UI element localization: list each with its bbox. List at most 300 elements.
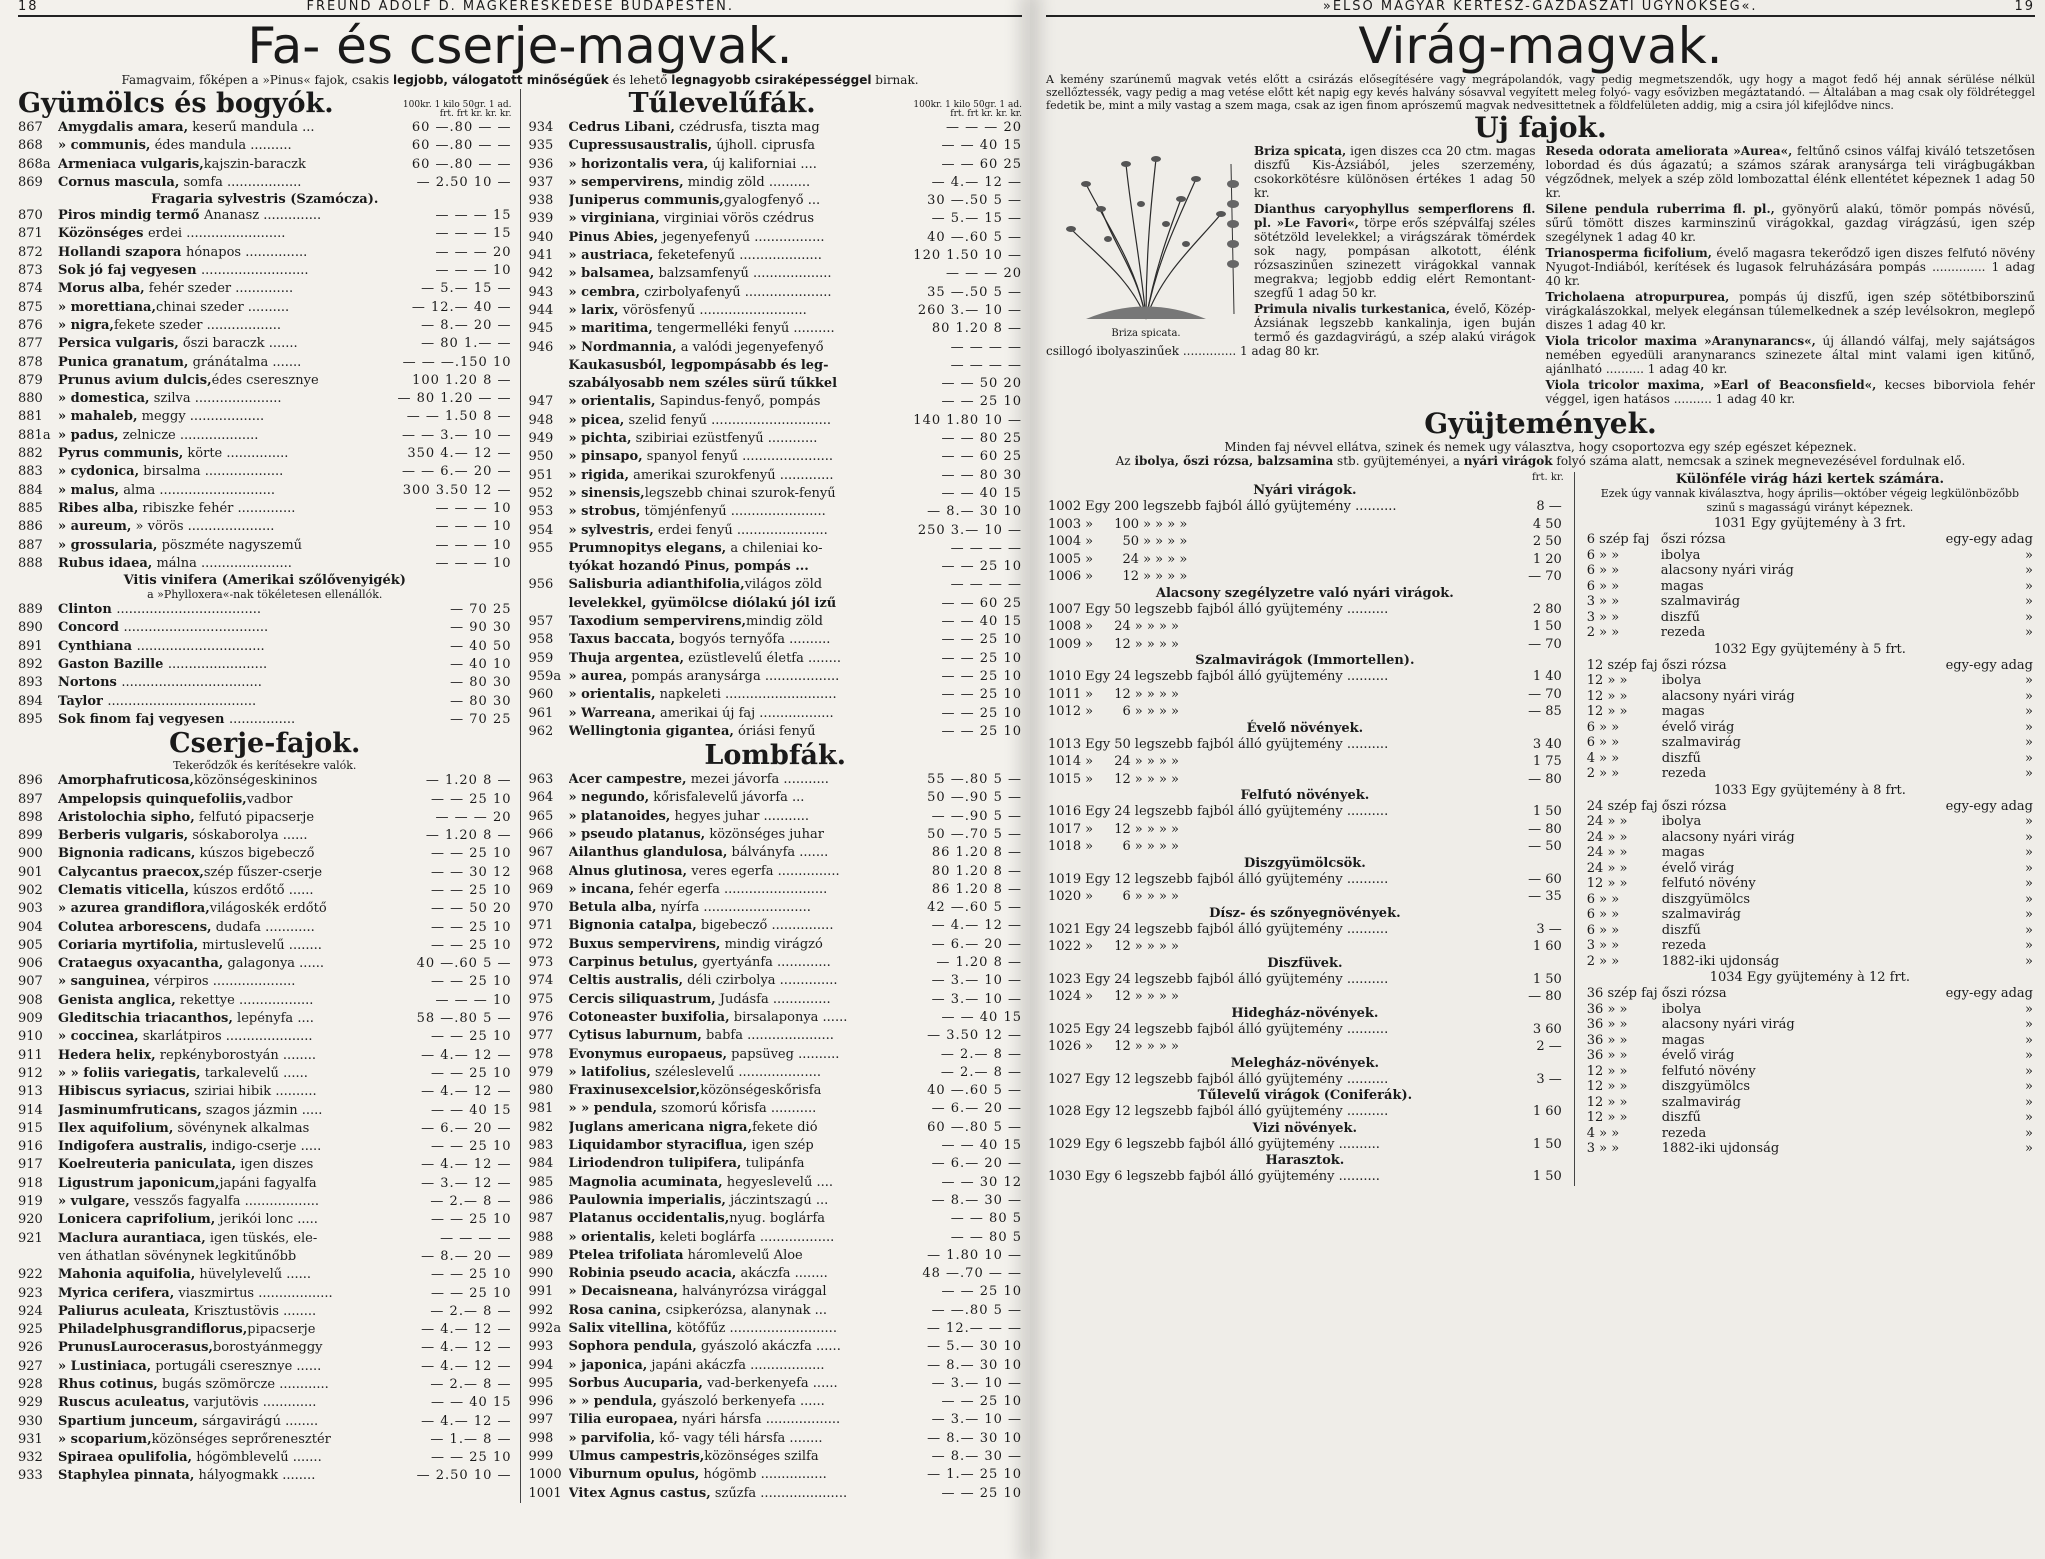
item-prices: — — — 10 bbox=[435, 537, 512, 553]
item-description: bálványfa ....... bbox=[727, 845, 829, 861]
item-prices: 40 —.60 5 — bbox=[927, 1083, 1022, 1099]
item-text bbox=[58, 1413, 392, 1431]
set-amount: » bbox=[2025, 1125, 2033, 1141]
item-text bbox=[58, 354, 392, 372]
list-item bbox=[18, 882, 512, 900]
item-number: 932 bbox=[18, 1450, 43, 1466]
item-text bbox=[58, 500, 392, 518]
list-item bbox=[529, 1485, 1023, 1503]
list-item bbox=[529, 1192, 1023, 1210]
item-text bbox=[58, 482, 392, 500]
item-number: 937 bbox=[528, 174, 554, 190]
collection-count-word: » bbox=[1085, 939, 1094, 954]
collection-count-word: » bbox=[1085, 889, 1094, 904]
list-item bbox=[18, 1285, 512, 1303]
collection-number: 1009 bbox=[1048, 636, 1082, 652]
item-text bbox=[58, 137, 392, 155]
item-description: pompás aranysárga .................. bbox=[627, 668, 840, 684]
list-item bbox=[529, 339, 1023, 357]
item-latin-name: » orientalis, bbox=[568, 394, 656, 410]
item-prices: — 80 30 bbox=[450, 675, 512, 691]
list-item bbox=[18, 262, 512, 280]
collection-row bbox=[1046, 938, 1564, 956]
collection-row bbox=[1046, 498, 1564, 516]
item-number: 922 bbox=[18, 1267, 43, 1283]
item-prices: 350 4.— 12 — bbox=[407, 446, 512, 462]
item-text bbox=[569, 485, 903, 503]
list-item bbox=[18, 207, 512, 225]
item-description: alma ............................ bbox=[119, 482, 276, 498]
home-garden-row bbox=[1585, 673, 2035, 689]
item-number: 993 bbox=[528, 1339, 554, 1355]
item-number: 889 bbox=[18, 602, 43, 618]
item-prices: — — — 10 bbox=[435, 263, 512, 279]
home-garden-row bbox=[1585, 532, 2035, 548]
item-number: 941 bbox=[528, 248, 554, 264]
collection-row bbox=[1046, 988, 1564, 1006]
item-number: 893 bbox=[18, 675, 43, 691]
item-prices: — 40 10 bbox=[450, 657, 512, 673]
collection-count: 50 bbox=[1114, 601, 1131, 617]
set-amount: » bbox=[2025, 1017, 2033, 1032]
item-prices: — — — 15 bbox=[435, 226, 512, 242]
item-text bbox=[58, 1230, 392, 1248]
collection-number: 1005 bbox=[1048, 551, 1082, 567]
new-species-entry bbox=[1546, 378, 2036, 406]
set-item: szalmavirág bbox=[1661, 1094, 1741, 1110]
item-number: 892 bbox=[18, 657, 43, 673]
item-prices: — 5.— 30 10 bbox=[927, 1339, 1022, 1355]
item-number: 912 bbox=[18, 1065, 43, 1081]
list-item bbox=[18, 1303, 512, 1321]
collection-row bbox=[1046, 971, 1564, 989]
collection-count-word: Egy bbox=[1085, 1071, 1111, 1087]
item-text bbox=[58, 919, 392, 937]
item-latin-name: Cotoneaster buxifolia, bbox=[568, 1009, 730, 1025]
list-item bbox=[18, 992, 512, 1010]
home-garden-row bbox=[1585, 1079, 2035, 1095]
item-text bbox=[569, 1082, 903, 1100]
briza-spicata-illustration bbox=[1046, 144, 1246, 339]
item-number: 959a bbox=[528, 668, 562, 684]
right-page-number: 19 bbox=[2014, 0, 2035, 14]
item-latin-name: Prunus avium dulcis, bbox=[58, 372, 212, 388]
home-garden-row bbox=[1585, 954, 2035, 970]
item-text bbox=[569, 936, 903, 954]
item-prices: — — 40 15 bbox=[941, 1138, 1022, 1154]
item-prices: — 80 30 bbox=[450, 693, 512, 709]
item-prices: — — 60 25 bbox=[941, 595, 1022, 611]
item-description: hógömblevelű ....... bbox=[192, 1450, 322, 1466]
item-latin-name: » strobus, bbox=[568, 504, 641, 520]
list-item bbox=[18, 1431, 512, 1449]
item-latin-name: » orientalis, bbox=[568, 687, 656, 703]
collection-number: 1029 bbox=[1048, 1136, 1082, 1152]
home-garden-row bbox=[1585, 704, 2035, 720]
item-prices: — 2.— 8 — bbox=[940, 1064, 1022, 1080]
item-number: 880 bbox=[18, 391, 43, 407]
item-latin-name: Ligustrum japonicum, bbox=[58, 1175, 220, 1191]
item-latin-name: Morus alba, bbox=[58, 281, 145, 297]
home-garden-row bbox=[1585, 845, 2035, 861]
collection-row bbox=[1046, 568, 1564, 586]
list-item bbox=[529, 467, 1023, 485]
item-number bbox=[529, 558, 569, 576]
set-quantity: 36 » » bbox=[1586, 1017, 1628, 1032]
item-description: somfa .................. bbox=[179, 174, 302, 190]
set-item: ibolya bbox=[1661, 1001, 1702, 1017]
item-latin-name: Robinia pseudo acacia, bbox=[568, 1266, 737, 1282]
collection-number: 1007 bbox=[1048, 601, 1082, 617]
collection-count-word: Egy bbox=[1085, 804, 1111, 819]
item-prices: — — 25 10 bbox=[431, 937, 512, 953]
collection-table bbox=[1046, 921, 1564, 956]
item-text bbox=[58, 317, 392, 335]
item-text bbox=[569, 1027, 903, 1045]
home-garden-set-title: 1033 Egy gyüjtemény à 8 frt. bbox=[1713, 782, 1906, 798]
list-item bbox=[18, 864, 512, 882]
item-number: 894 bbox=[18, 693, 43, 709]
list-item bbox=[529, 1119, 1023, 1137]
set-amount: » bbox=[2025, 578, 2033, 594]
collection-table bbox=[1046, 1168, 1564, 1186]
item-latin-name: Armeniaca vulgaris, bbox=[58, 156, 204, 172]
collection-number: 1014 bbox=[1048, 754, 1082, 769]
collection-row bbox=[1046, 1021, 1564, 1039]
collection-number: 1020 bbox=[1048, 889, 1082, 904]
item-prices: 80 1.20 8 — bbox=[931, 321, 1022, 337]
item-description: gyalogfenyő ... bbox=[723, 193, 821, 209]
collection-count: 12 bbox=[1114, 1104, 1131, 1119]
item-number: 978 bbox=[528, 1046, 554, 1062]
item-text bbox=[58, 1449, 392, 1467]
collection-count-word: » bbox=[1085, 704, 1094, 719]
species-description: évelő magasra tekerődző igen diszes felfutó növény Nyugot-Indiából, kerítések és lugasok felruházására pompás .............. 1 adag 40 kr. bbox=[1545, 246, 2035, 288]
set-item: magas bbox=[1661, 845, 1705, 860]
item-latin-name: Gleditschia triacanthos, bbox=[58, 1011, 233, 1027]
set-quantity: 12 » » bbox=[1586, 673, 1628, 688]
collection-count: 12 bbox=[1114, 989, 1131, 1004]
list-item bbox=[18, 827, 512, 845]
item-description: amerikai új faj .................. bbox=[655, 705, 834, 721]
collection-number: 1006 bbox=[1048, 569, 1082, 584]
item-number: 990 bbox=[528, 1266, 554, 1282]
item-description: rekettye .................. bbox=[175, 992, 314, 1008]
list-item bbox=[529, 229, 1023, 247]
list-item bbox=[529, 1302, 1023, 1320]
list-item bbox=[18, 1083, 512, 1101]
item-prices: — 8.— 20 — bbox=[421, 317, 512, 333]
collection-row bbox=[1046, 551, 1564, 569]
set-amount: » bbox=[2025, 1032, 2033, 1048]
item-number: 919 bbox=[18, 1194, 43, 1210]
collection-count: 200 bbox=[1114, 499, 1140, 514]
collection-count-word: Egy bbox=[1085, 1136, 1111, 1152]
item-description: fekete dió bbox=[752, 1119, 818, 1135]
item-number: 992a bbox=[528, 1321, 562, 1336]
unit-header-2: 100kr. 1 kilo 50gr. 1 ad. frt. frt kr. kr. kr. bbox=[913, 100, 1022, 119]
item-number: 913 bbox=[18, 1084, 43, 1100]
species-description: gyönyörű alakú, tömör pompás növésű, sűrű tömött diszes karminszinű virágokkal, gazdag virágzású, igen szép szegélynek 1 adag 40 kr. bbox=[1545, 202, 2035, 244]
list-item bbox=[529, 613, 1023, 631]
set-quantity: 12 » » bbox=[1586, 1110, 1628, 1125]
item-prices: — — 25 10 bbox=[941, 1284, 1022, 1300]
item-number: 873 bbox=[18, 263, 43, 279]
item-text bbox=[569, 1100, 903, 1118]
list-item bbox=[529, 156, 1023, 174]
collection-count-word: » bbox=[1085, 771, 1094, 787]
list-item bbox=[18, 656, 512, 674]
set-amount: egy-egy adag bbox=[1945, 657, 2033, 673]
item-number: 877 bbox=[18, 336, 43, 352]
item-description: csipkerózsa, alanynak ... bbox=[661, 1302, 827, 1318]
collection-group-heading: Évelő növények. bbox=[1246, 720, 1364, 736]
list-item bbox=[529, 393, 1023, 411]
item-text bbox=[58, 772, 392, 790]
item-prices: — — 60 25 bbox=[941, 156, 1022, 172]
collection-count-word: » bbox=[1085, 569, 1094, 584]
set-item: diszgyümölcs bbox=[1661, 1079, 1751, 1094]
item-prices: 86 1.20 8 — bbox=[931, 881, 1022, 897]
item-text bbox=[58, 1193, 392, 1211]
item-text bbox=[58, 372, 392, 390]
list-item bbox=[18, 937, 512, 955]
item-latin-name: Pyrus communis, bbox=[58, 446, 184, 462]
collection-count-word: Egy bbox=[1085, 1104, 1111, 1119]
collection-label: legszebb fajból álló gyüjtemény .......... bbox=[1134, 804, 1389, 819]
set-item: alacsony nyári virág bbox=[1661, 829, 1795, 845]
item-number: 908 bbox=[18, 992, 43, 1008]
item-description: szilva ..................... bbox=[149, 391, 282, 407]
item-text bbox=[58, 1339, 392, 1357]
list-item bbox=[529, 1430, 1023, 1448]
item-latin-name: Amorphafruticosa, bbox=[58, 773, 195, 789]
home-garden-table bbox=[1585, 986, 2035, 1157]
collection-group-heading: Diszgyümölcsök. bbox=[1243, 855, 1366, 871]
item-number: 976 bbox=[528, 1009, 554, 1025]
item-number: 945 bbox=[528, 321, 554, 337]
item-description: .................................... bbox=[107, 693, 257, 709]
item-number: 890 bbox=[18, 620, 43, 636]
item-number: 949 bbox=[528, 431, 554, 447]
collection-group-heading: Dísz- és szőnyegnövények. bbox=[1209, 905, 1401, 921]
item-prices: — — 25 10 bbox=[941, 668, 1022, 684]
item-prices: — — 25 10 bbox=[431, 1029, 512, 1045]
collection-row bbox=[1046, 753, 1564, 771]
collection-row bbox=[1046, 1103, 1564, 1121]
collection-label: » » » » bbox=[1134, 1039, 1180, 1054]
item-text bbox=[58, 1303, 392, 1321]
item-description: portugáli cseresznye ...... bbox=[151, 1358, 322, 1374]
list-item bbox=[18, 299, 512, 317]
list-item bbox=[18, 174, 512, 192]
item-prices: — — 25 10 bbox=[431, 882, 512, 898]
item-number: 904 bbox=[18, 919, 43, 935]
collection-table bbox=[1046, 498, 1564, 586]
collection-number: 1024 bbox=[1048, 989, 1082, 1004]
home-garden-row bbox=[1585, 579, 2035, 595]
item-text bbox=[569, 540, 903, 558]
item-description: legszebb chinai szurok-fenyű bbox=[644, 485, 836, 501]
home-garden-row bbox=[1585, 658, 2035, 674]
item-number: 902 bbox=[18, 882, 43, 898]
item-prices: — 40 50 bbox=[450, 638, 512, 654]
collection-price: 1 50 bbox=[1532, 804, 1562, 819]
item-number: 905 bbox=[18, 937, 43, 953]
item-latin-name: Punica granatum, bbox=[58, 354, 189, 370]
item-latin-name: » Lustiniaca, bbox=[58, 1358, 152, 1374]
item-latin-name: Piros mindig termő bbox=[58, 208, 204, 224]
list-item bbox=[18, 1028, 512, 1046]
set-amount: » bbox=[2025, 876, 2033, 891]
collection-number: 1008 bbox=[1048, 619, 1082, 634]
item-number: 1000 bbox=[528, 1467, 562, 1483]
item-text bbox=[569, 789, 903, 807]
collection-group-heading: Harasztok. bbox=[1265, 1153, 1345, 1168]
species-name: Trianosperma ficifolium, bbox=[1545, 246, 1712, 260]
item-prices: — — 25 10 bbox=[431, 1267, 512, 1283]
item-description: szagos jázmin ..... bbox=[201, 1102, 323, 1118]
set-amount: » bbox=[2025, 907, 2033, 922]
set-quantity: 6 » » bbox=[1586, 563, 1620, 578]
item-text bbox=[58, 1102, 392, 1120]
item-description: sóskaborolya ...... bbox=[188, 828, 308, 844]
item-description: chinai szeder .......... bbox=[155, 299, 290, 315]
list-item bbox=[529, 1466, 1023, 1484]
species-name: Briza spicata, bbox=[1254, 144, 1347, 158]
collection-count: 6 bbox=[1122, 704, 1131, 719]
item-latin-name: » latifolius, bbox=[568, 1064, 651, 1080]
item-description: vesszős fagyalfa .................. bbox=[129, 1194, 319, 1210]
item-prices: — — 1.50 8 — bbox=[406, 409, 512, 425]
list-item bbox=[18, 1193, 512, 1211]
item-latin-name: » aurea, bbox=[568, 668, 628, 684]
item-prices: — 8.— 20 — bbox=[421, 1248, 512, 1264]
collection-label: legszebb fajból álló gyüjtemény .......... bbox=[1134, 601, 1389, 617]
item-prices: — — — — bbox=[440, 1230, 512, 1246]
set-item: őszi rózsa bbox=[1660, 532, 1726, 547]
item-latin-name: Cupressusaustralis, bbox=[568, 138, 713, 154]
list-item bbox=[529, 448, 1023, 466]
item-number: 925 bbox=[18, 1322, 43, 1338]
item-text bbox=[569, 1338, 903, 1356]
item-description: hegyeslevelű .... bbox=[722, 1174, 833, 1190]
list-item bbox=[529, 137, 1023, 155]
item-text bbox=[58, 1394, 392, 1412]
list-item bbox=[529, 192, 1023, 210]
collection-price: 1 60 bbox=[1532, 939, 1562, 954]
item-description: czédrusfa, tiszta mag bbox=[674, 120, 820, 135]
collections-list bbox=[1046, 472, 1564, 1186]
item-description: ezüstlevelű életfa ........ bbox=[684, 650, 842, 666]
collection-label: » » » » bbox=[1143, 534, 1188, 549]
item-latin-name: Paulownia imperialis, bbox=[568, 1192, 726, 1208]
item-number: 980 bbox=[528, 1083, 554, 1099]
item-description: gránátalma ....... bbox=[188, 354, 302, 370]
item-latin-name: Persica vulgaris, bbox=[58, 336, 179, 352]
item-prices: — — 25 10 bbox=[941, 1485, 1022, 1501]
set-quantity: 2 » » bbox=[1586, 625, 1620, 640]
item-number bbox=[529, 375, 569, 393]
item-latin-name: » pseudo platanus, bbox=[568, 826, 706, 842]
item-description: kötőfűz .......................... bbox=[672, 1321, 837, 1336]
item-latin-name: » austriaca, bbox=[568, 248, 654, 264]
item-prices: — — — 10 bbox=[435, 555, 512, 571]
item-number: 946 bbox=[528, 339, 554, 355]
item-text bbox=[58, 619, 392, 637]
list-item bbox=[18, 601, 512, 619]
item-prices: — 4.— 12 — bbox=[421, 1358, 512, 1374]
collection-count-word: » bbox=[1085, 754, 1094, 769]
right-title: Virág-magvak. bbox=[1358, 17, 1723, 75]
collection-count-word: Egy bbox=[1085, 971, 1111, 987]
item-text bbox=[569, 302, 903, 320]
item-prices: — — —.150 10 bbox=[402, 354, 512, 370]
collection-count: 24 bbox=[1114, 754, 1131, 769]
item-number: 971 bbox=[528, 918, 554, 934]
item-latin-name: Cytisus laburnum, bbox=[568, 1028, 702, 1044]
item-description: közönséges juhar bbox=[705, 826, 825, 842]
item-latin-name: Fraxinusexcelsior, bbox=[568, 1083, 701, 1099]
subheading-fragaria: Fragaria sylvestris (Szamócza). bbox=[151, 192, 379, 208]
set-item: rezeda bbox=[1661, 1125, 1707, 1141]
item-number: 901 bbox=[18, 864, 43, 880]
item-prices: — 2.— 8 — bbox=[430, 1377, 512, 1392]
item-prices: 55 —.80 5 — bbox=[927, 772, 1022, 788]
item-text bbox=[58, 845, 392, 863]
home-garden-row bbox=[1585, 799, 2035, 815]
item-latin-name: Betula alba, bbox=[568, 900, 657, 916]
item-prices: — — — 20 bbox=[435, 244, 512, 260]
item-latin-name: » horizontalis vera, bbox=[568, 156, 709, 172]
item-prices: 100 1.20 8 — bbox=[412, 372, 512, 388]
item-number: 952 bbox=[528, 485, 554, 501]
list-item bbox=[18, 408, 512, 426]
item-text bbox=[569, 954, 903, 972]
left-running-head bbox=[18, 0, 1022, 17]
item-description: tulipánfa bbox=[741, 1156, 805, 1172]
list-deciduous bbox=[529, 771, 1023, 1503]
item-prices: — 8.— 30 10 bbox=[927, 1430, 1022, 1446]
item-latin-name: Concord bbox=[58, 620, 124, 636]
item-number: 929 bbox=[18, 1395, 43, 1411]
item-latin-name: Ampelopsis quinquefoliis, bbox=[58, 791, 247, 807]
item-description: málna ...................... bbox=[152, 555, 292, 571]
item-number: 900 bbox=[18, 846, 43, 862]
item-prices: 300 3.50 12 — bbox=[402, 482, 512, 498]
item-latin-name: Ribes alba, bbox=[58, 500, 139, 516]
collection-table bbox=[1046, 1136, 1564, 1154]
collection-label: legszebb fajból álló gyüjtemény .......... bbox=[1134, 1104, 1389, 1119]
species-description: feltűnő csinos válfaj kiváló tetszetősen lobordad és dús ágazatú; a számos szárak aranysárga teli virágbugákban végződnek, melyek a szép zöld lombozattal élénk ellentétet képeznek 1 adag 50 kr. bbox=[1545, 144, 2035, 200]
item-description: feketefenyű .................... bbox=[653, 248, 822, 264]
collection-price: 1 20 bbox=[1532, 551, 1562, 567]
item-prices: — 6.— 20 — bbox=[931, 1156, 1022, 1172]
item-description: tarkalevelű ...... bbox=[200, 1065, 308, 1081]
collection-table bbox=[1046, 871, 1564, 906]
item-latin-name: Rhus cotinus, bbox=[58, 1377, 158, 1392]
list-item bbox=[18, 1413, 512, 1431]
item-number: 914 bbox=[18, 1102, 43, 1118]
collection-count-word: Egy bbox=[1085, 736, 1111, 752]
list-item bbox=[18, 500, 512, 518]
item-text bbox=[58, 973, 392, 991]
item-prices: — — 80 25 bbox=[941, 431, 1022, 447]
item-description: gyászoló berkenyefa ...... bbox=[657, 1394, 825, 1410]
item-number: 867 bbox=[18, 120, 43, 135]
item-text bbox=[569, 1064, 903, 1082]
collection-price: 3 — bbox=[1536, 1071, 1562, 1087]
